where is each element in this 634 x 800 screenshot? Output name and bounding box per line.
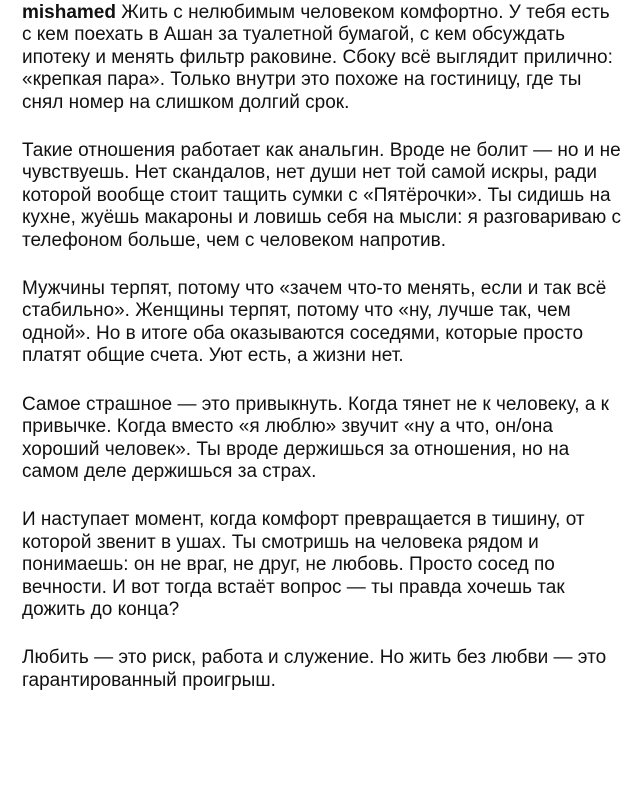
paragraph-1-text: Жить с нелюбимым человеком комфортно. У тебя есть с кем поехать в Ашан за туалетной бумагой, с кем обсуждать ипотеку и менять фильтр раковине. Сбоку всё выглядит прилично: «крепкая пара». Только внутри это похоже на гостиницу, где ты снял номер на слишком долгий срок.: [22, 2, 613, 113]
paragraph-4: Самое страшное — это привыкнуть. Когда тянет не к человеку, а к привычке. Когда вместо «я люблю» звучит «ну а что, он/она хороший человек». Ты вроде держишься за отношения, но на самом деле держишься за страх.: [22, 393, 609, 482]
paragraph-5: И наступает момент, когда комфорт превращается в тишину, от которой звенит в ушах. Ты смотришь на человека рядом и понимаешь: он не враг, не друг, не любовь. Просто сосед по вечности. И вот тогда встаёт вопрос — ты правда хочешь так дожить до конца?: [22, 509, 585, 620]
paragraph-3: Мужчины терпят, потому что «зачем что-то менять, если и так всё стабильно». Женщины терпят, потому что «ну, лучше так, чем одной». Но в итоге оба оказываются соседями, которые просто платят общие счета. Уют есть, а жизни нет.: [22, 278, 607, 367]
post-body: [22, 2, 622, 718]
paragraph-6: Любить — это риск, работа и служение. Но жить без любви — это гарантированный проигрыш.: [22, 647, 607, 691]
paragraph-2: Такие отношения работает как анальгин. Вроде не болит — но и не чувствуешь. Нет скандалов, нет души нет той самой искры, ради которой вообще стоит тащить сумки с «Пятёрочки». Ты сидишь на кухне, жуёшь макароны и ловишь себя на мысли: я разговариваю с телефоном больше, чем с человеком напротив.: [22, 140, 622, 251]
author-username[interactable]: mishamed: [22, 2, 116, 23]
paragraph-1: [22, 2, 622, 114]
